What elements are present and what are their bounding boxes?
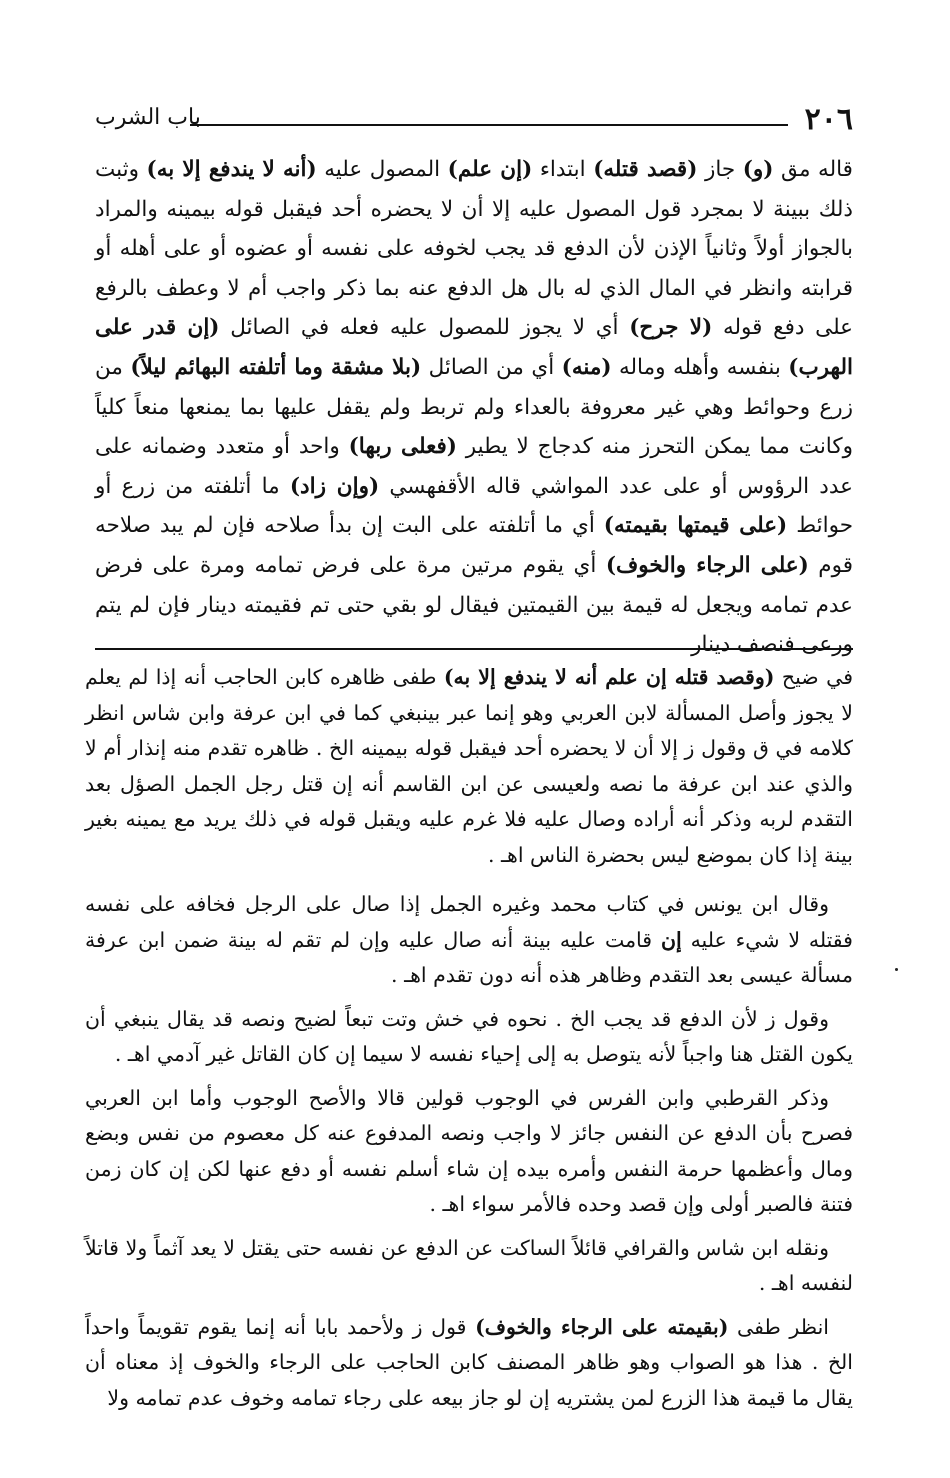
- matn-quote: (وإن زاد): [289, 473, 380, 499]
- page-number: ٢٠٦: [804, 102, 853, 137]
- matn-quote: (على الرجاء والخوف): [605, 552, 809, 578]
- matn-quote: (فعلى ربها): [348, 434, 457, 460]
- text-run: قامت عليه بينة أنه صال عليه وإن لم تقم له بينة ضمن ابن عرفة مسألة عيسى بعد التقدم وظاهر هذه أنه دون تقدم اهـ .: [85, 927, 853, 987]
- note-paragraph: [85, 660, 853, 873]
- text-run: قاله مق: [781, 157, 853, 182]
- main-paragraph: [95, 150, 853, 665]
- matn-quote: (قصد قتله): [593, 157, 698, 182]
- note-paragraph: [85, 887, 853, 994]
- text-run: أي ما أتلفته على البت إن بدأ صلاحه فإن لم يبد صلاحه قوم: [95, 513, 853, 578]
- text-run: بنفسه وأهله وماله: [618, 354, 781, 380]
- text-run: وثبت ذلك ببينة لا بمجرد قول المصول عليه إلا أن لا يحضره أحد فيقبل قوله بيمينه والمراد بالجواز أولاً وثانياً الإذن لأن الدفع قد يجب لخوفه على نفسه أو عضوه أو على أهله أو قرابته وانظر في المال الذي له بال هل الدفع عنه بما ذكر واجب أم لا وعطف بالرفع على دفع قوله: [95, 157, 854, 341]
- note-paragraph: وذكر القرطبي وابن الفرس في الوجوب قولين قالا والأصح الوجوب وأما ابن العربي فصرح بأن الدفع عن النفس جائز لا واجب ونصه المدفوع عنه كل معصوم من نفس وبضع ومال وأعظمها حرمة النفس وأمره بيده إن شاء أسلم نفسه أو دفع عنها لكن إن كان زمن فتنة فالصبر أولى وإن قصد وحده فالأمر سواء اهـ .: [85, 1085, 853, 1216]
- text-run: ما أتلفته من زرع أو حوائط: [95, 473, 853, 539]
- text-run: طفى ظاهره كابن الحاجب أنه إذا لم يعلم لا يجوز وأصل المسألة لابن العربي وهو إنما عبر بينبغي كما في ابن عرفة وابن شاس انظر كلامه في ق وقول ز إلا أن لا يحضره أحد فيقبل قوله بيمينه الخ . ظاهره تقدم منه إنذار أم لا والذي عند ابن عرفة ما نصه ولعيسى عن ابن القاسم أنه إن قتل رجل الجمل الصؤل بعد التقدم لربه وذكر أنه أراده وصال عليه فلا غرم عليه ويقبل قوله في ذلك يريد مع يمينه بغير بينة إذا كان بموضع ليس بحضرة الناس اهـ .: [85, 665, 853, 867]
- matn-quote: (منه): [561, 354, 612, 380]
- matn-quote: (و): [742, 157, 774, 182]
- matn-quote: (على قيمتها بقيمته): [603, 513, 788, 539]
- text-run: أي من الصائل: [428, 354, 555, 380]
- text-run: وقال ابن يونس في كتاب محمد وغيره الجمل إذا صال على الرجل فخافه على نفسه فقتله لا شيء عليه: [85, 892, 853, 952]
- matn-quote: (وقصد قتله إن علم أنه لا يندفع إلا به): [443, 665, 775, 689]
- footnote-divider: [95, 648, 853, 650]
- text-run: أي لا يجوز للمصول عليه فعله في الصائل: [230, 315, 619, 341]
- matn-quote: (إن قدر على الهرب): [95, 315, 853, 380]
- note-paragraph: [85, 1310, 853, 1417]
- main-text: [95, 150, 853, 665]
- text-run: انظر طفى: [737, 1314, 829, 1339]
- text-run: من زرع وحوائط وهي غير معروفة بالعداء ولم تربط ولم يقفل عليها بما يمنعها منعاً كلياً وكانت مما يمكن التحرز منه كدجاج لا يطير: [95, 354, 853, 460]
- note-paragraph: ونقله ابن شاس والقرافي قائلاً الساكت عن الدفع عن نفسه حتى يقتل لا يعد آثماً ولا قاتلاً لنفسه اهـ .: [85, 1235, 853, 1295]
- matn-quote: (لا جرح): [629, 315, 713, 341]
- commentary-notes: [85, 660, 853, 1424]
- page-header: [95, 100, 853, 140]
- text-run: أي يقوم مرتين مرة على فرض تمامه ومرة على فرض عدم تمامه ويجعل له قيمة بين القيمتين فيقال لو بقي حتى تم فقيمته دينار فإن لم يتم ورعى فنصف دينار: [95, 552, 853, 658]
- text-run: في ضيح: [781, 665, 853, 689]
- scan-speck: [895, 968, 898, 971]
- text-run: واحد أو متعدد وضمانه على عدد الرؤوس أو على عدد المواشي قاله الأقفهسي: [95, 434, 853, 499]
- text-run: جاز: [704, 157, 736, 182]
- matn-quote: (بقيمته على الرجاء والخوف): [475, 1314, 729, 1339]
- running-title: باب الشرب: [95, 105, 201, 130]
- header-rule: [190, 124, 788, 126]
- matn-quote: (أنه لا يندفع إلا به): [146, 157, 317, 182]
- matn-quote: (بلا مشقة وما أتلفته البهائم ليلاً): [130, 354, 422, 380]
- emphasis: إن: [660, 927, 682, 952]
- note-paragraph: وقول ز لأن الدفع قد يجب الخ . نحوه في خش وتت تبعاً لضيح ونصه قد يقال ينبغي أن يكون القتل هنا واجباً لأنه يتوصل به إلى إحياء نفسه لا سيما إن كان القاتل غير آدمي اهـ .: [85, 1006, 853, 1066]
- matn-quote: (إن علم): [447, 157, 533, 182]
- text-run: المصول عليه: [324, 157, 441, 182]
- text-run: ابتداء: [539, 157, 586, 182]
- text-run: قول ز ولأحمد بابا أنه إنما يقوم تقويماً واحداً الخ . هذا هو الصواب وهو ظاهر المصنف كابن الحاجب على الرجاء والخوف إذ معناه أن يقال ما قيمة هذا الزرع لمن يشتريه إن لو جاز بيعه على رجاء تمامه وخوف عدم تمامه ولا: [85, 1314, 853, 1410]
